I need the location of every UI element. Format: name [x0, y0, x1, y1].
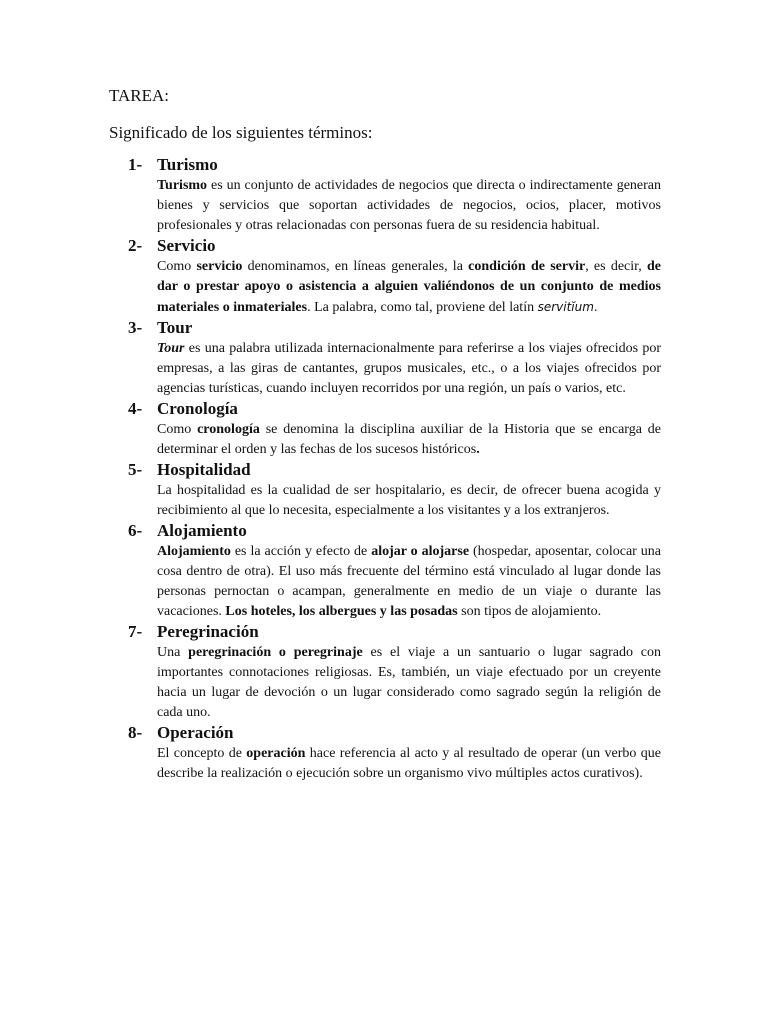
term-definition: [157, 420, 661, 460]
term-heading: [109, 155, 661, 176]
emphasized-text: Tour: [157, 341, 185, 356]
term-item: [109, 460, 661, 521]
definition-text: es un conjunto de actividades de negocios que directa o indirectamente generan bienes y servicios que soportan actividades de negocios, ocios, placer, motivos profesionales y otras relacionadas con personas fuera de su residencia habitual.: [157, 178, 661, 233]
term-title: Servicio: [157, 236, 216, 255]
term-heading: [109, 399, 661, 420]
term-number: 3-: [128, 318, 143, 337]
term-title: Tour: [157, 318, 193, 337]
terms-list: [109, 155, 661, 784]
definition-text: denominamos, en líneas generales, la: [242, 259, 469, 274]
emphasized-text: cronología: [197, 422, 260, 437]
term-item: [109, 236, 661, 318]
term-number: 6-: [128, 521, 143, 540]
definition-text: se denomina la disciplina auxiliar de la Historia que se encarga de determinar el orden y las fechas de los sucesos históricos: [157, 422, 661, 457]
term-number: 8-: [128, 723, 143, 742]
term-heading: [109, 723, 661, 744]
term-item: [109, 622, 661, 723]
definition-text: hace referencia al acto y al resultado de operar (un verbo que describe la realización o ejecución sobre un organismo vivo múltiples actos curativos).: [157, 746, 661, 781]
term-item: [109, 723, 661, 784]
emphasized-text: peregrinación o peregrinaje: [188, 645, 363, 660]
document-subtitle: Significado de los siguientes términos:: [109, 123, 373, 142]
term-heading: [109, 318, 661, 339]
term-number: 1-: [128, 155, 143, 174]
term-item: [109, 399, 661, 460]
document-title: TAREA:: [109, 86, 170, 105]
emphasized-text: alojar o alojarse: [371, 544, 470, 559]
term-title: Hospitalidad: [157, 460, 251, 479]
definition-text: El concepto de: [157, 746, 247, 761]
emphasized-text: condición de servir: [468, 259, 586, 274]
emphasized-text: Alojamiento: [157, 544, 231, 559]
definition-text: Una: [157, 645, 189, 660]
definition-text: Como: [157, 259, 197, 274]
term-heading: [109, 521, 661, 542]
definition-text: .: [593, 300, 598, 315]
definition-text: (hospedar, aposentar, colocar una cosa dentro de otra). El uso más frecuente del término está vinculado al lugar donde las personas pernoctan o acampan, generalmente en medio de un viaje o durante las vacaciones.: [157, 544, 661, 619]
definition-text: es la acción y efecto de: [230, 544, 372, 559]
term-item: [109, 521, 661, 622]
term-definition: [157, 481, 661, 521]
term-definition: [157, 176, 661, 236]
term-definition: [157, 542, 661, 622]
definition-text: , es decir,: [585, 259, 647, 274]
term-definition: [157, 643, 661, 723]
emphasized-text: de dar o prestar apoyo o asistencia a alguien valiéndonos de un conjunto de medios materiales o inmateriales: [157, 259, 661, 315]
term-title: Operación: [157, 723, 234, 742]
emphasized-text: Turismo: [157, 178, 208, 193]
term-number: 4-: [128, 399, 143, 418]
emphasized-text: servicio: [196, 259, 243, 274]
definition-text: Como: [157, 422, 198, 437]
term-title: Cronología: [157, 399, 238, 418]
term-item: [109, 318, 661, 399]
definition-text: son tipos de alojamiento.: [457, 604, 602, 619]
term-heading: [109, 622, 661, 643]
term-title: Alojamiento: [157, 521, 247, 540]
term-definition: [157, 744, 661, 784]
term-item: [109, 155, 661, 236]
term-heading: [109, 236, 661, 257]
term-number: 5-: [128, 460, 143, 479]
definition-text: es una palabra utilizada internacionalmente para referirse a los viajes ofrecidos por empresas, a las giras de cantantes, grupos musicales, etc., o a los viajes ofrecidos por agencias turísticas, cuando incluyen recorridos por una región, un país o varios, etc.: [157, 341, 661, 396]
emphasized-text: servitĭum: [537, 300, 594, 314]
term-definition: [157, 257, 661, 318]
term-definition: [157, 339, 661, 399]
term-title: Turismo: [157, 155, 218, 174]
definition-text: . La palabra, como tal, proviene del latín: [307, 300, 538, 315]
emphasized-text: operación: [246, 746, 306, 761]
term-title: Peregrinación: [157, 622, 259, 641]
definition-text: es el viaje a un santuario o lugar sagrado con importantes connotaciones religiosas. Es, también, un viaje efectuado por un creyente hacia un lugar de devoción o un lugar considerado como sagrado según la religión de cada uno.: [157, 645, 661, 720]
term-number: 7-: [128, 622, 143, 641]
emphasized-text: Los hoteles, los albergues y las posadas: [225, 604, 458, 619]
term-heading: [109, 460, 661, 481]
emphasized-text: .: [476, 442, 480, 457]
term-number: 2-: [128, 236, 143, 255]
definition-text: La hospitalidad es la cualidad de ser hospitalario, es decir, de ofrecer buena acogida y recibimiento al que lo necesita, especialmente a los visitantes y a los extranjeros.: [157, 483, 661, 518]
